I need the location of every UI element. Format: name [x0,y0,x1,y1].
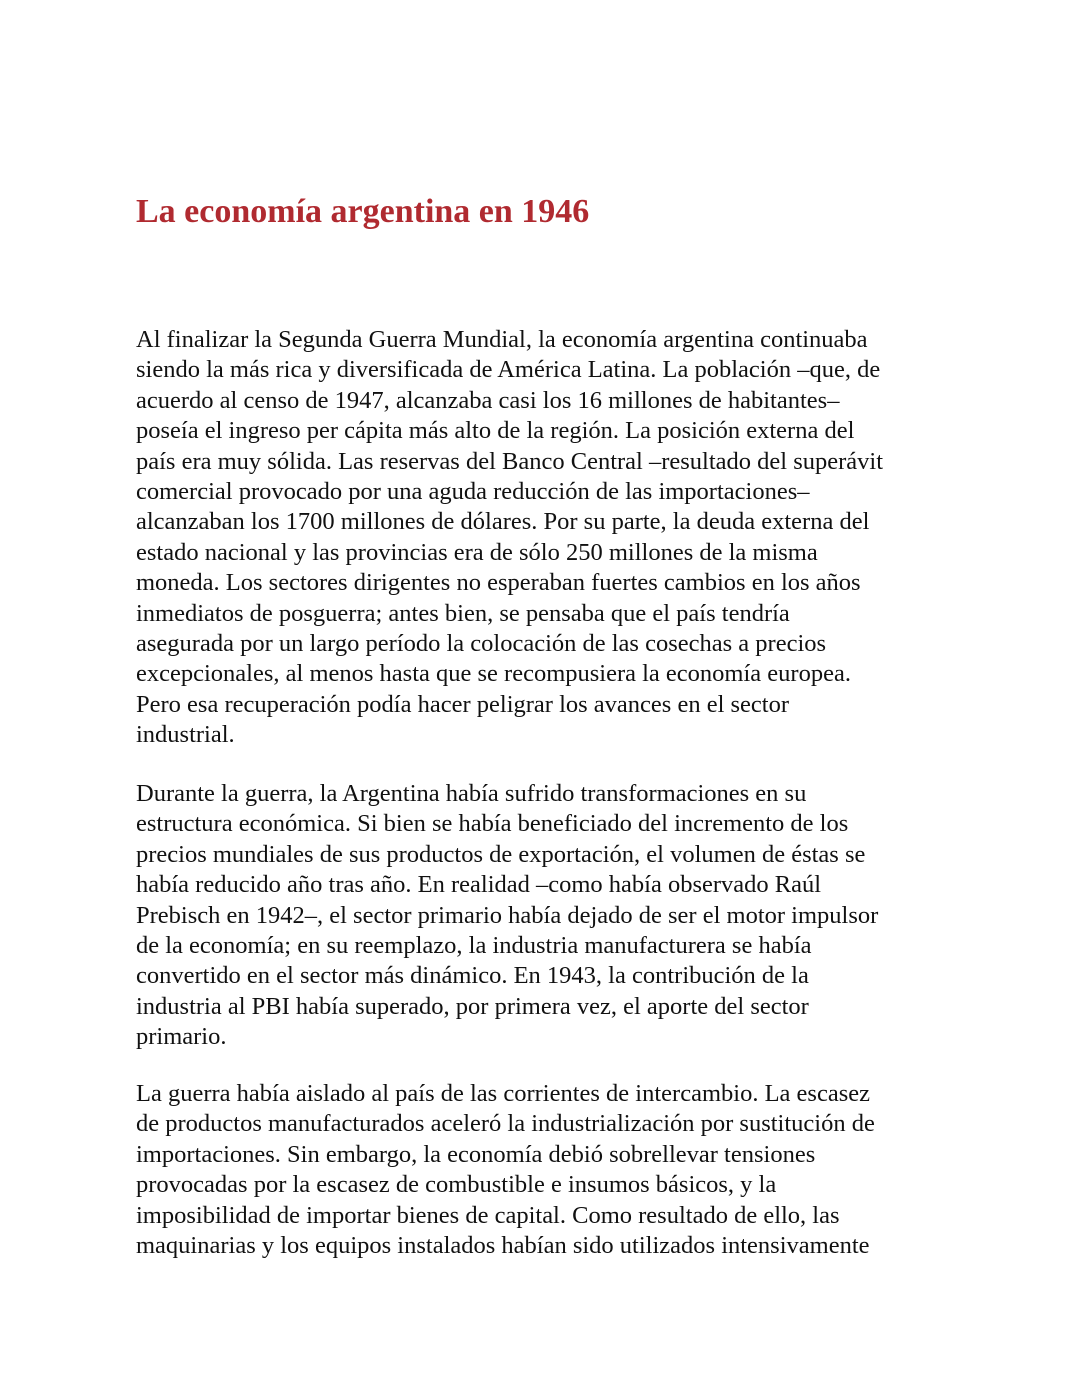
text-line: había reducido año tras año. En realidad –como había observado Raúl [136,871,822,899]
text-line: Pero esa recuperación podía hacer peligrar los avances en el sector [136,690,790,718]
text-line: excepcionales, al menos hasta que se recompusiera la economía europea. [136,660,851,688]
text-line: maquinarias y los equipos instalados habían sido utilizados intensivamente [136,1231,870,1259]
text-line: convertido en el sector más dinámico. En 1943, la contribución de la [136,962,809,990]
text-line: imposibilidad de importar bienes de capital. Como resultado de ello, las [136,1201,840,1229]
text-line: inmediatos de posguerra; antes bien, se pensaba que el país tendría [136,599,790,627]
text-line: asegurada por un largo período la colocación de las cosechas a precios [136,629,827,657]
text-line: estructura económica. Si bien se había beneficiado del incremento de los [136,810,849,838]
text-line: comercial provocado por una aguda reducción de las importaciones– [136,477,810,505]
text-line: importaciones. Sin embargo, la economía debió sobrellevar tensiones [136,1140,816,1168]
text-line: acuerdo al censo de 1947, alcanzaba casi los 16 millones de habitantes– [136,386,840,414]
text-line: precios mundiales de sus productos de exportación, el volumen de éstas se [136,840,866,868]
text-line: siendo la más rica y diversificada de América Latina. La población –que, de [136,356,881,384]
text-line: poseía el ingreso per cápita más alto de la región. La posición externa del [136,417,855,445]
text-line: estado nacional y las provincias era de sólo 250 millones de la misma [136,538,818,566]
text-line: industrial. [136,721,235,749]
text-line: industria al PBI había superado, por primera vez, el aporte del sector [136,992,809,1020]
text-line: La guerra había aislado al país de las corrientes de intercambio. La escasez [136,1080,870,1107]
text-line: Prebisch en 1942–, el sector primario había dejado de ser el motor impulsor [136,901,879,929]
text-line: de la economía; en su reemplazo, la industria manufacturera se había [136,931,812,959]
text-line: Durante la guerra, la Argentina había sufrido transformaciones en su [136,780,807,807]
paragraph-1 [136,325,966,750]
text-line: país era muy sólida. Las reservas del Banco Central –resultado del superávit [136,447,884,475]
paragraph-2 [136,779,966,1053]
text-line: provocadas por la escasez de combustible e insumos básicos, y la [136,1171,777,1199]
text-line: Al finalizar la Segunda Guerra Mundial, la economía argentina continuaba [136,326,868,353]
page-title: La economía argentina en 1946 [136,193,590,230]
paragraph-3 [136,1079,966,1261]
text-line: moneda. Los sectores dirigentes no esperaban fuertes cambios en los años [136,569,861,597]
text-line: de productos manufacturados aceleró la industrialización por sustitución de [136,1110,875,1138]
text-line: alcanzaban los 1700 millones de dólares. Por su parte, la deuda externa del [136,508,870,536]
text-line: primario. [136,1023,227,1051]
